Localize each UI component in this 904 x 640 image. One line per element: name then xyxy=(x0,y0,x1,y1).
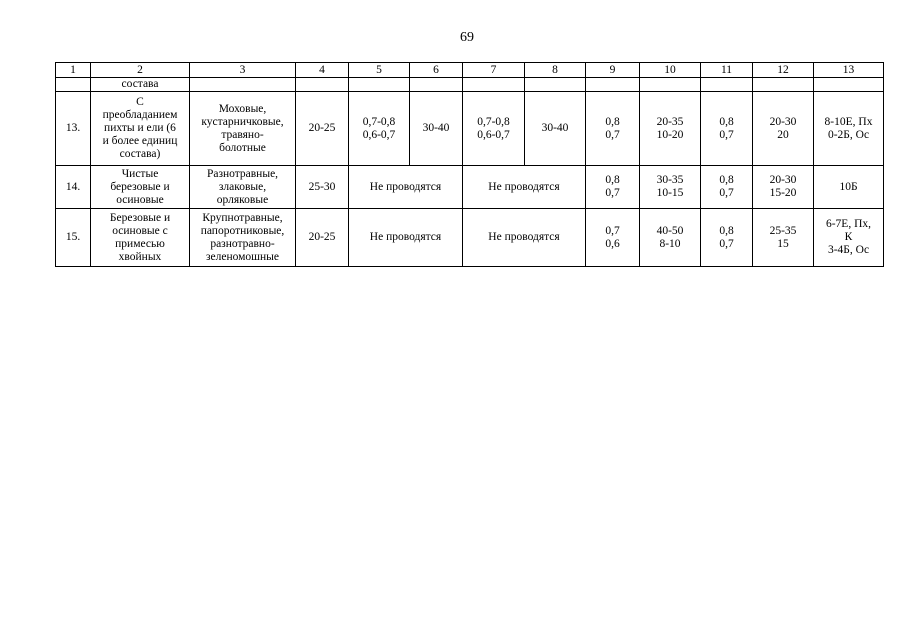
column-number: 13 xyxy=(814,63,884,78)
forest-type-cell: С преобладанием пихты и ели (6 и более единиц состава) xyxy=(91,92,190,166)
column-number: 5 xyxy=(349,63,410,78)
table-cell: 20-25 xyxy=(296,92,349,166)
table-cell xyxy=(190,78,296,92)
column-number: 4 xyxy=(296,63,349,78)
column-number: 3 xyxy=(190,63,296,78)
table-cell: 0,7-0,8 0,6-0,7 xyxy=(463,92,525,166)
merged-cell: Не проводятся xyxy=(349,166,463,209)
continuation-row xyxy=(56,78,884,92)
ground-cover-cell: Моховые, кустарничковые, травяно- болотные xyxy=(190,92,296,166)
table-cell: 0,8 0,7 xyxy=(701,92,753,166)
table-cell: 30-35 10-15 xyxy=(640,166,701,209)
table-cell: 20-25 xyxy=(296,209,349,267)
table-cell xyxy=(296,78,349,92)
forest-type-cell: Березовые и осиновые с примесью хвойных xyxy=(91,209,190,267)
composition-cell: 10Б xyxy=(814,166,884,209)
table-cell: 0,7 0,6 xyxy=(586,209,640,267)
table-cell xyxy=(701,78,753,92)
table-row xyxy=(56,92,884,166)
table-cell: 40-50 8-10 xyxy=(640,209,701,267)
table-cell xyxy=(640,78,701,92)
table-cell: 0,8 0,7 xyxy=(586,92,640,166)
page-number: 69 xyxy=(460,30,474,45)
table-cell: 0,8 0,7 xyxy=(701,166,753,209)
column-number: 6 xyxy=(410,63,463,78)
merged-cell: Не проводятся xyxy=(463,209,586,267)
table-cell xyxy=(463,78,525,92)
table-cell xyxy=(814,78,884,92)
composition-cell: 6-7Е, Пх, К 3-4Б, Ос xyxy=(814,209,884,267)
table-cell: 25-30 xyxy=(296,166,349,209)
column-number: 11 xyxy=(701,63,753,78)
column-number: 12 xyxy=(753,63,814,78)
column-number-row xyxy=(56,63,884,78)
column-number: 2 xyxy=(91,63,190,78)
column-number: 7 xyxy=(463,63,525,78)
table-row xyxy=(56,209,884,267)
table-cell: 20-30 20 xyxy=(753,92,814,166)
ground-cover-cell: Разнотравные, злаковые, орляковые xyxy=(190,166,296,209)
forest-type-cell: Чистые березовые и осиновые xyxy=(91,166,190,209)
table-cell xyxy=(753,78,814,92)
silviculture-table xyxy=(55,62,884,267)
column-number: 1 xyxy=(56,63,91,78)
table-cell xyxy=(56,78,91,92)
row-number: 14. xyxy=(56,166,91,209)
table-cell: 0,7-0,8 0,6-0,7 xyxy=(349,92,410,166)
table-cell: 25-35 15 xyxy=(753,209,814,267)
table-cell: 0,8 0,7 xyxy=(701,209,753,267)
merged-cell: Не проводятся xyxy=(463,166,586,209)
merged-cell: Не проводятся xyxy=(349,209,463,267)
ground-cover-cell: Крупнотравные, папоротниковые, разнотравно- зеленомошные xyxy=(190,209,296,267)
row-number: 15. xyxy=(56,209,91,267)
column-number: 8 xyxy=(525,63,586,78)
table-cell: 30-40 xyxy=(525,92,586,166)
table-cell: 0,8 0,7 xyxy=(586,166,640,209)
table-cell xyxy=(410,78,463,92)
table-cell: 30-40 xyxy=(410,92,463,166)
table-cell xyxy=(525,78,586,92)
table-cell: 20-30 15-20 xyxy=(753,166,814,209)
table-cell: 20-35 10-20 xyxy=(640,92,701,166)
continuation-text: состава xyxy=(91,78,190,92)
composition-cell: 8-10Е, Пх 0-2Б, Ос xyxy=(814,92,884,166)
table-cell xyxy=(586,78,640,92)
row-number: 13. xyxy=(56,92,91,166)
column-number: 9 xyxy=(586,63,640,78)
column-number: 10 xyxy=(640,63,701,78)
table-cell xyxy=(349,78,410,92)
table-row xyxy=(56,166,884,209)
